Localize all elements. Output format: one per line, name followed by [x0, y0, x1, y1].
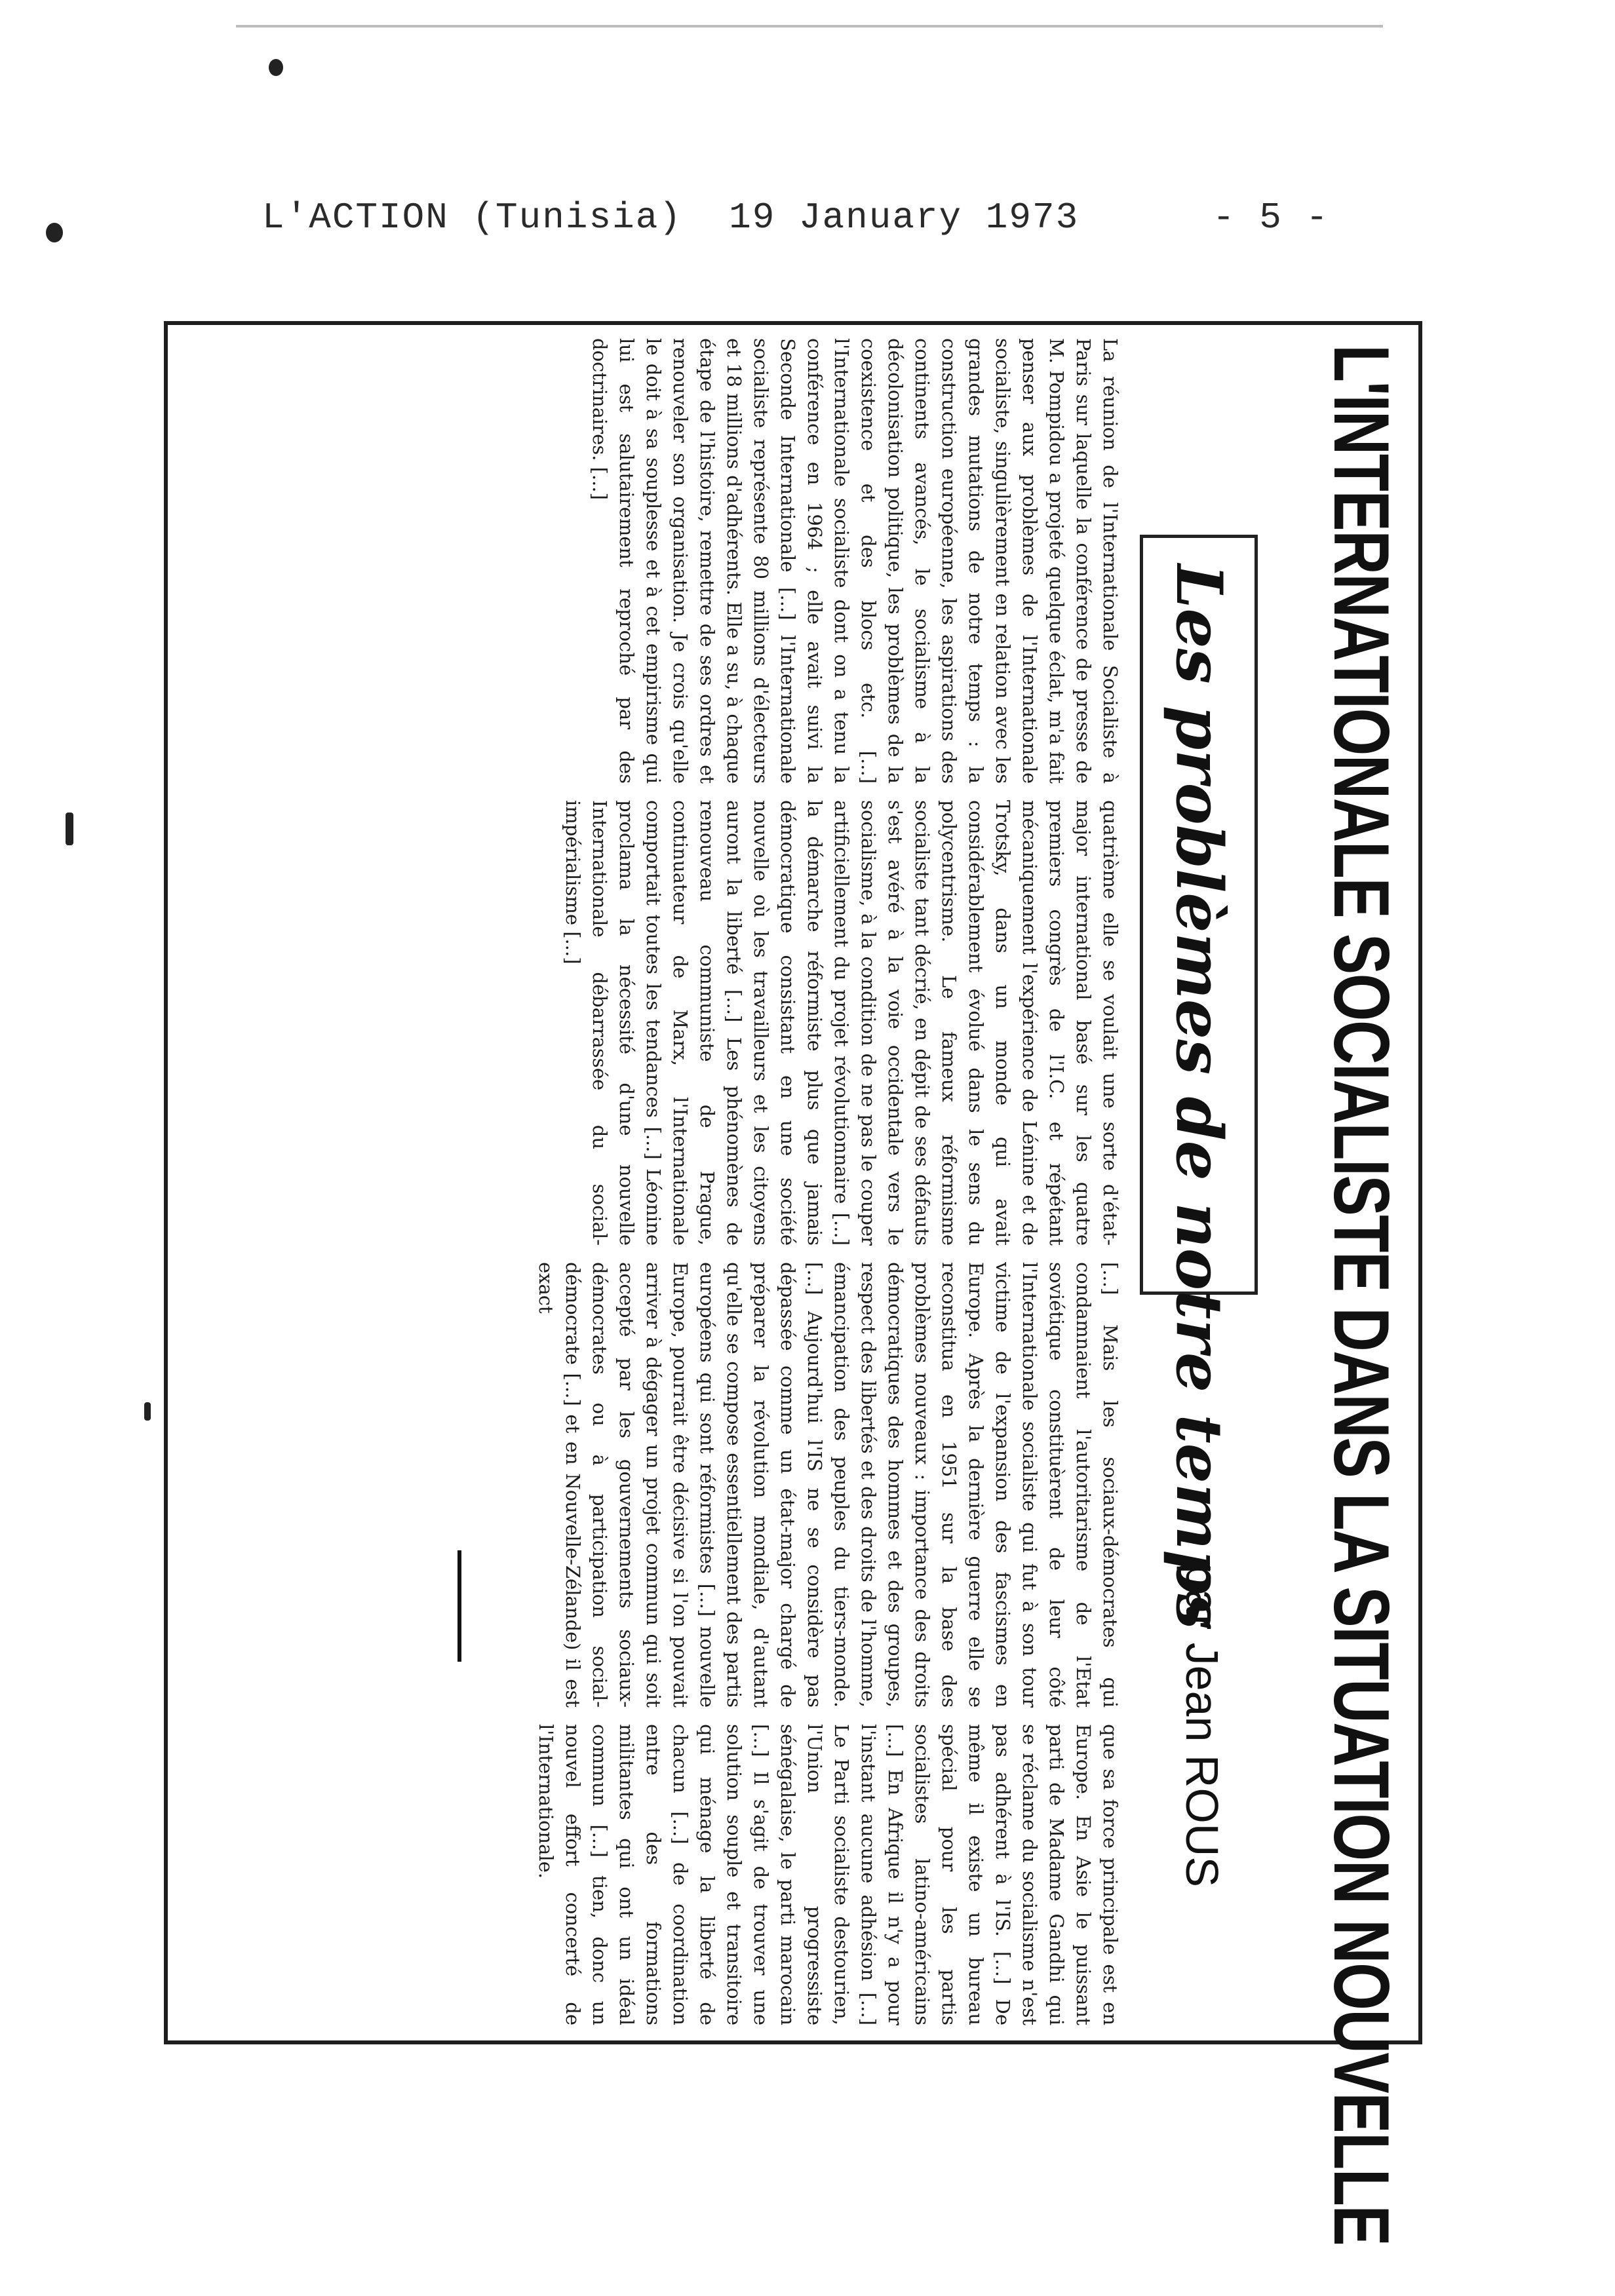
byline: par Jean ROUS [1177, 1563, 1228, 1888]
rubric-title: Les problèmes de notre temps [1162, 564, 1236, 1630]
newspaper-clipping [164, 321, 1422, 2246]
article-column-1: La réunion de l'Internationale Socialiste à Paris sur laquelle la conférence de presse de M. Pompidou a projeté quelque éclat, m'a fait penser aux problèmes de l'Internationale socialiste, singulièrement en relation avec les grandes mutations de notre temps : la construction européenne, les aspirations des continents avancés, le socialisme à la décolonisation politique, les problèmes de la coexistence et des blocs etc. [...] l'Internationale socialiste dont on a tenu la conférence en 1964 ; elle avait suivi la Seconde Internationale [...] l'Internationale socialiste représente 80 millions d'électeurs et 18 millions d'adhérents. Elle a su, à chaque étape de l'histoire, remettre de ses ordres et renouveler son organisation. Je crois qu'elle le doit à sa souplesse et à cet empirisme qui lui est salutairement reproché par des doctrinaires. [...] [589, 338, 1121, 784]
source-citation: L'ACTION (Tunisia) 19 January 1973 [262, 197, 1080, 239]
column-rule [457, 1550, 461, 1662]
scan-speck [46, 223, 63, 242]
scan-speck [66, 813, 73, 845]
article-column-2: quatrième elle se voulait une sorte d'état-major international basé sur les quatre premiers congrès de l'I.C. et répétant mécaniquement l'expérience de Lénine et de Trotsky, dans un monde qui avait considérablement évolué dans le sens du polycentrisme. Le fameux réformisme socialiste tant décrié, en dépit de ses défauts s'est avéré à la voie occidentale vers le socialisme, à la condition de ne pas le couper artificiellement du projet révolutionnaire [...] la démarche réformiste plus que jamais démocratique consistant en une société nouvelle où les travailleurs et les citoyens auront la liberté [...] Les phénomènes de renouveau communiste de Prague, continuateur de Marx, l'Internationale comportait toutes les tendances [...] Léonine proclama la nécessité d'une nouvelle Internationale débarrassée du social-impérialisme [...] [562, 800, 1121, 1246]
rubric-box [1140, 535, 1258, 1630]
top-scan-rule [236, 25, 1383, 28]
scan-speck [269, 59, 283, 76]
headline: L'INTERNATIONALE SOCIALISTE DANS LA SITUATION NOUVELLE [1317, 345, 1405, 2246]
scan-speck [144, 1402, 151, 1421]
article-column-4: que sa force principale est en Europe. En Asie le puissant parti de Madame Gandhi qui se réclame du socialisme n'est pas adhérent à l'IS. [...] De même il existe un bureau spécial pour les partis socialistes latino-américains [...] En Afrique il n'y a pour l'instant aucune adhésion [...] Le Parti socialiste destourien, l'Union progressiste sénégalaise, le parti marocain [...] Il s'agit de trouver une solution souple et transitoire qui ménage la liberté de chacun [...] de coordination entre des formations militantes qui ont un idéal commun [...] tien, donc un nouvel effort concerté de l'Internationale. [535, 1724, 1121, 2025]
article-rotated [168, 325, 1418, 2246]
article-column-3: [...] Mais les sociaux-démocrates qui condamnaient l'autoritarisme de l'Etat soviétique constituèrent de leur côté l'Internationale socialiste qui fut à son tour victime de l'expansion des fascismes en Europe. Après la dernière guerre elle se reconstitua en 1951 sur la base des problèmes nouveaux : importance des droits démocratiques des hommes et des groupes, respect des libertés et des droits de l'homme, émancipation des peuples du tiers-monde. [...] Aujourd'hui l'IS ne se considère pas dépassée comme un état-major chargé de préparer la révolution mondiale, d'autant qu'elle se compose essentiellement des partis européens qui sont réformistes [...] nouvelle Europe, pourrait être décisive si l'on pouvait arriver à dégager un projet commun qui soit accepté par les gouvernements sociaux-démocrates ou à participation social-démocrate [...] et en Nouvelle-Zélande) il est exact [535, 1262, 1121, 1708]
page-number: - 5 - [1213, 197, 1330, 239]
